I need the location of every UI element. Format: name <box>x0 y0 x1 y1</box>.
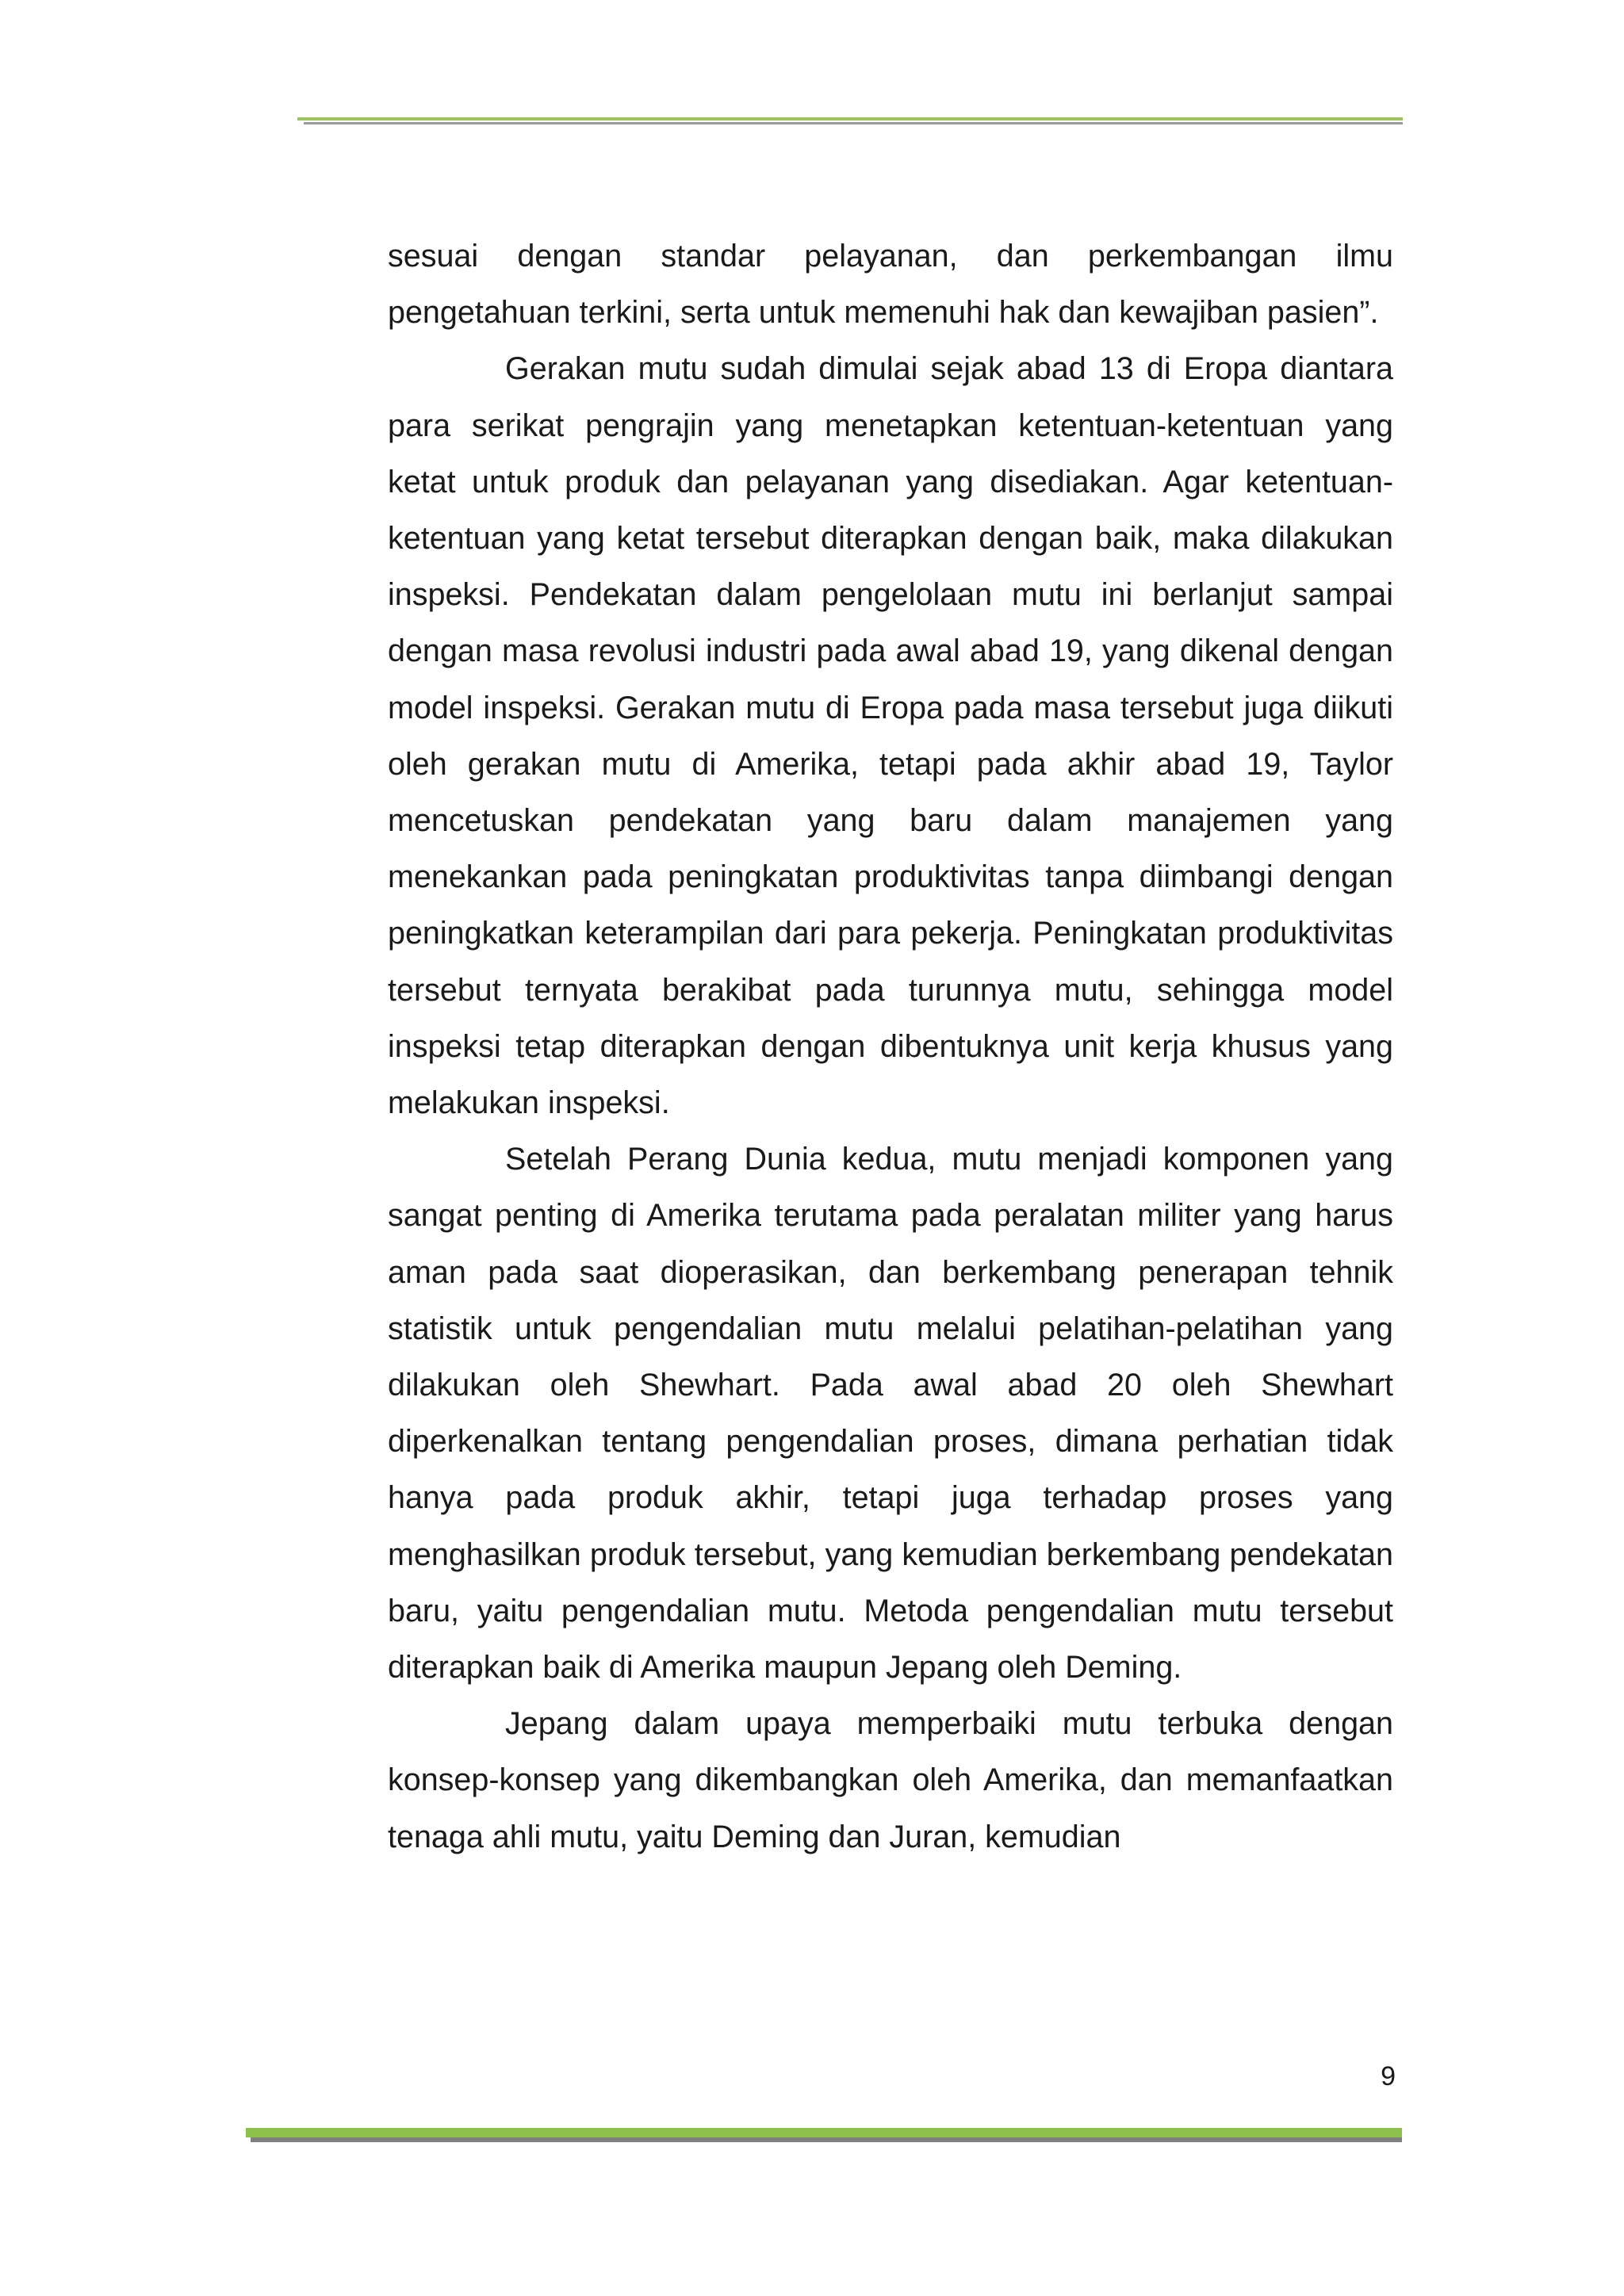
paragraph-4: Jepang dalam upaya memperbaiki mutu terbuka dengan konsep-konsep yang dikembangkan oleh Amerika, dan memanfaatkan tenaga ahli mutu, yaitu Deming dan Juran, kemudian <box>388 1706 1393 1854</box>
header-rule <box>297 117 1403 124</box>
header-rule-grey-line <box>304 122 1403 124</box>
paragraph-3: Setelah Perang Dunia kedua, mutu menjadi komponen yang sangat penting di Amerika terutama pada peralatan militer yang harus aman pada saat dioperasikan, dan berkembang penerapan tehnik statistik untuk pengendalian mutu melalui pelatihan-pelatihan yang dilakukan oleh Shewhart. Pada awal abad 20 oleh Shewhart diperkenalkan tentang pengendalian proses, dimana perhatian tidak hanya pada produk akhir, tetapi juga terhadap proses yang menghasilkan produk tersebut, yang kemudian berkembang pendekatan baru, yaitu pengendalian mutu. Metoda pengendalian mutu tersebut diterapkan baik di Amerika maupun Jepang oleh Deming. <box>388 1142 1393 1686</box>
footer-rule-grey-line <box>251 2137 1402 2142</box>
page-number: 9 <box>1381 2061 1396 2091</box>
body-text <box>388 228 1393 1866</box>
paragraph-2: Gerakan mutu sudah dimulai sejak abad 13 di Eropa diantara para serikat pengrajin yang menetapkan ketentuan-ketentuan yang ketat untuk produk dan pelayanan yang disediakan. Agar ketentuan-ketentuan yang ketat tersebut diterapkan dengan baik, maka dilakukan inspeksi. Pendekatan dalam pengelolaan mutu ini berlanjut sampai dengan masa revolusi industri pada awal abad 19, yang dikenal dengan model inspeksi. Gerakan mutu di Eropa pada masa tersebut juga diikuti oleh gerakan mutu di Amerika, tetapi pada akhir abad 19, Taylor mencetuskan pendekatan yang baru dalam manajemen yang menekankan pada peningkatan produktivitas tanpa diimbangi dengan peningkatkan keterampilan dari para pekerja. Peningkatan produktivitas tersebut ternyata berakibat pada turunnya mutu, sehingga model inspeksi tetap diterapkan dengan dibentuknya unit kerja khusus yang melakukan inspeksi. <box>388 351 1393 1121</box>
footer-rule <box>246 2128 1402 2142</box>
paragraph-1: sesuai dengan standar pelayanan, dan perkembangan ilmu pengetahuan terkini, serta untuk memenuhi hak dan kewajiban pasien”. <box>388 239 1393 331</box>
footer-rule-green-band <box>246 2128 1402 2137</box>
header-rule-green-line <box>297 117 1403 121</box>
